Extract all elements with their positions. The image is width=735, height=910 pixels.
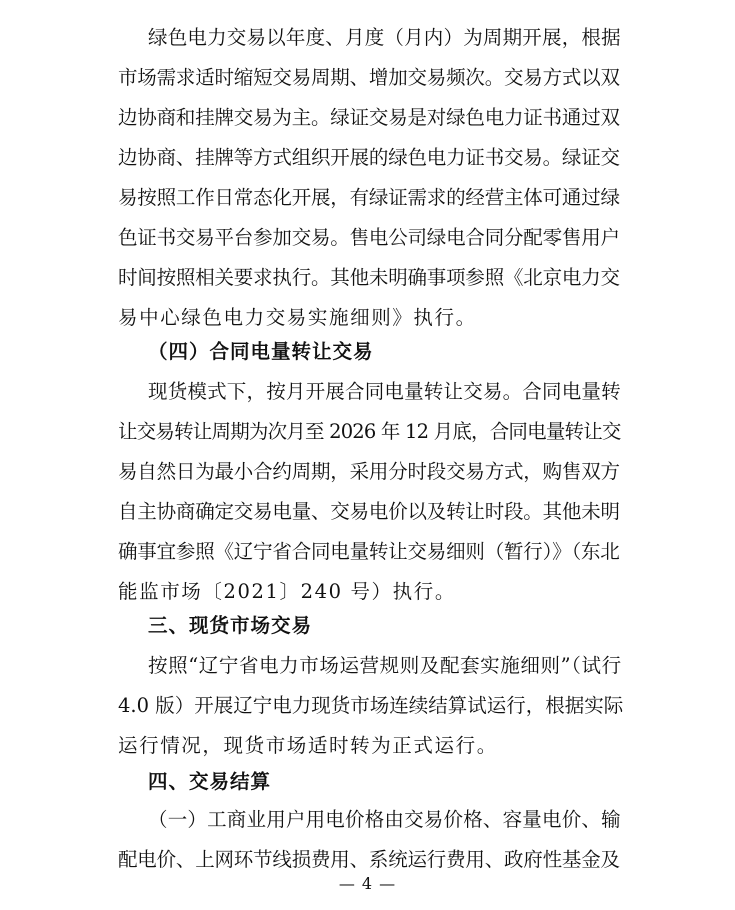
section-heading-settlement: 四、交易结算 bbox=[148, 770, 272, 793]
paragraph-line: 市场需求适时缩短交易周期、增加交易频次。交易方式以双 bbox=[118, 66, 620, 89]
section-heading-contract-transfer: （四）合同电量转让交易 bbox=[148, 340, 374, 363]
paragraph-line: 边协商、挂牌等方式组织开展的绿色电力证书交易。绿证交 bbox=[118, 146, 620, 169]
paragraph-line: 确事宜参照《辽宁省合同电量转让交易细则（暂行）》（东北 bbox=[118, 540, 620, 563]
paragraph-line: 绿色电力交易以年度、月度（月内）为周期开展，根据 bbox=[148, 26, 621, 49]
paragraph-line: 易自然日为最小合约周期，采用分时段交易方式，购售双方 bbox=[118, 460, 620, 483]
section-heading-spot-market: 三、现货市场交易 bbox=[148, 614, 313, 637]
paragraph-line: 能监市场〔2021〕240 号）执行。 bbox=[118, 580, 456, 603]
paragraph-line: （一）工商业用户用电价格由交易价格、容量电价、输 bbox=[148, 808, 621, 831]
paragraph-line: 4.0 版）开展辽宁电力现货市场连续结算试运行，根据实际 bbox=[118, 694, 624, 717]
paragraph-line: 按照“辽宁省电力市场运营规则及配套实施细则”（试行 bbox=[148, 654, 622, 677]
paragraph-line: 让交易转让周期为次月至 2026 年 12 月底，合同电量转让交 bbox=[118, 420, 621, 443]
paragraph-line: 色证书交易平台参加交易。售电公司绿电合同分配零售用户 bbox=[118, 226, 620, 249]
paragraph-line: 运行情况，现货市场适时转为正式运行。 bbox=[118, 734, 498, 757]
paragraph-line: 现货模式下，按月开展合同电量转让交易。合同电量转 bbox=[148, 380, 621, 403]
paragraph-line: 配电价、上网环节线损费用、系统运行费用、政府性基金及 bbox=[118, 848, 620, 871]
paragraph-line: 易中心绿色电力交易实施细则》执行。 bbox=[118, 306, 477, 329]
paragraph-line: 边协商和挂牌交易为主。绿证交易是对绿色电力证书通过双 bbox=[118, 106, 620, 129]
page-number: — 4 — bbox=[338, 874, 397, 893]
paragraph-line: 易按照工作日常态化开展，有绿证需求的经营主体可通过绿 bbox=[118, 186, 620, 209]
paragraph-line: 自主协商确定交易电量、交易电价以及转让时段。其他未明 bbox=[118, 500, 620, 523]
paragraph-line: 时间按照相关要求执行。其他未明确事项参照《北京电力交 bbox=[118, 266, 620, 289]
